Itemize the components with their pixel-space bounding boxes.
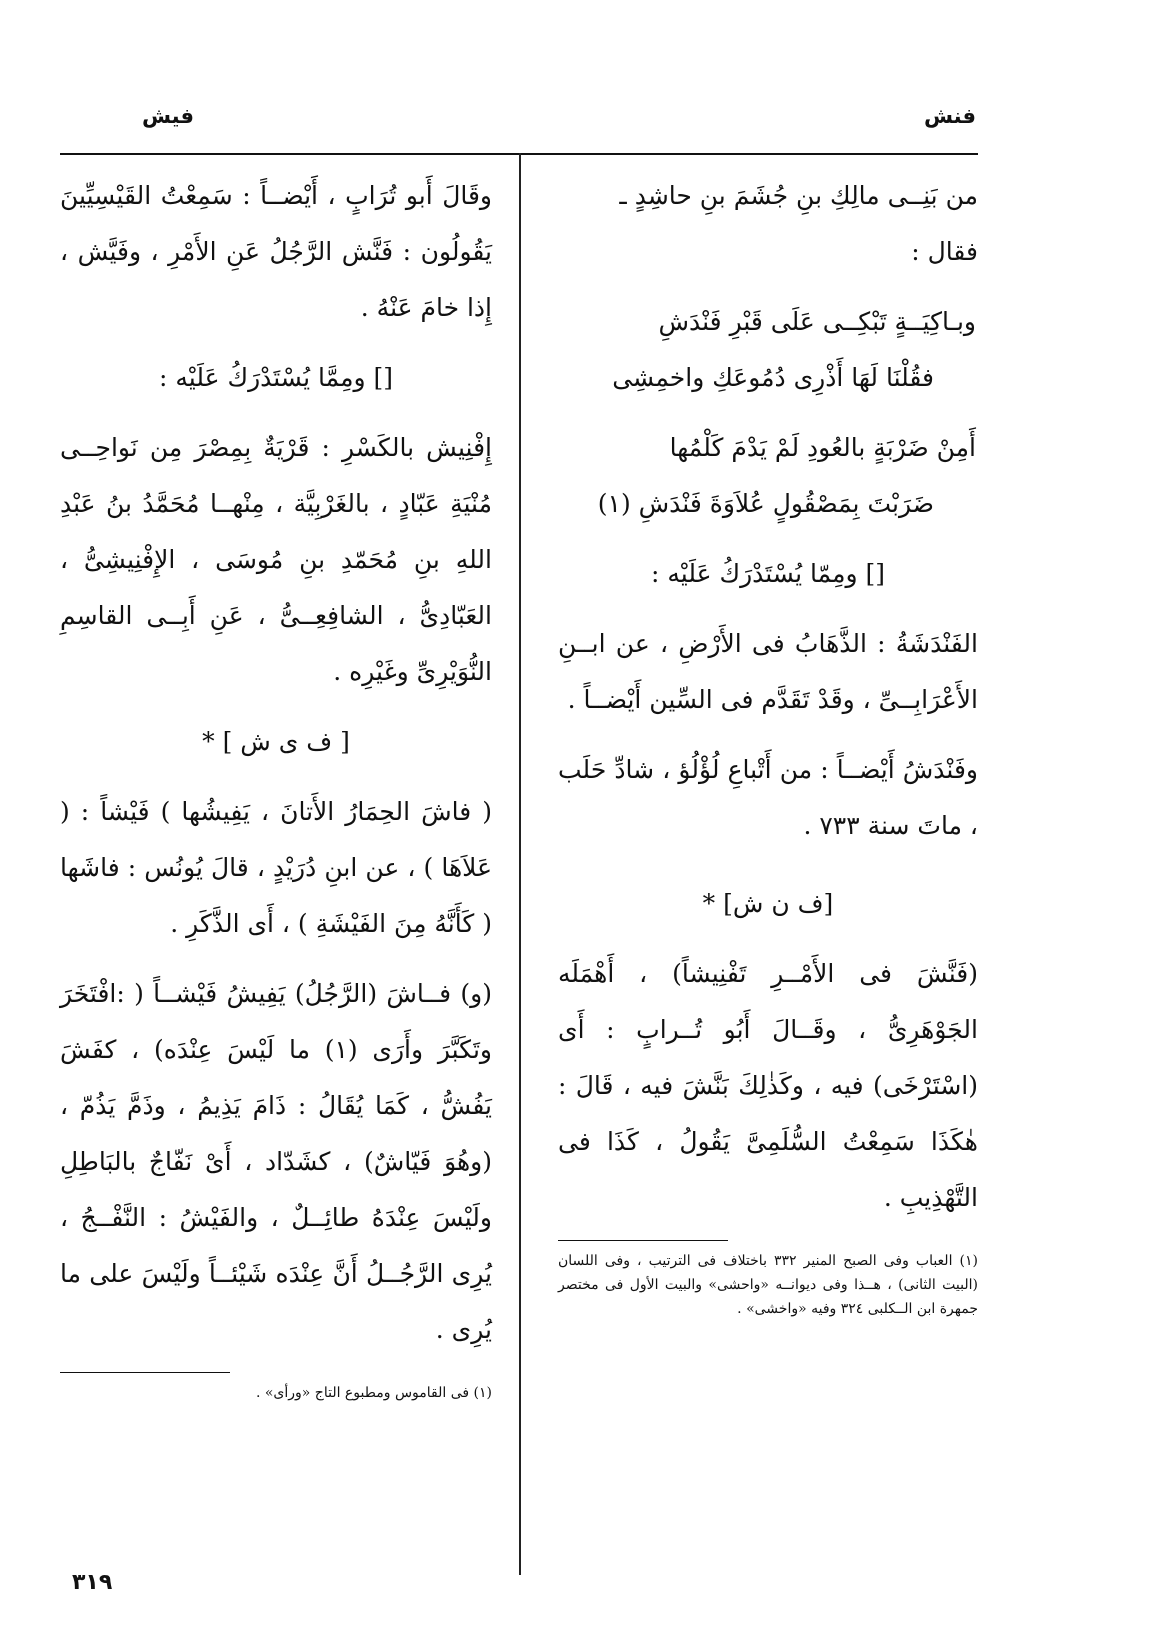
fandasha-paragraph: الفَنْدَشَةُ : الذَّهَابُ فى الأَرْضِ ، عن ابــنِ الأَعْرَابِــىِّ ، وقَدْ تَقَدَّم فى السِّين أَيْضــاً . — [558, 629, 978, 714]
abu-turab-paragraph: وقَالَ أَبو تُرَابٍ ، أَيْضــاً : سَمِعْتُ القَيْسِيِّينَ يَقُولُون : فَنَّش الرَّجُلُ عَنِ الأَمْرِ ، وفَيَّش ، إِذا خامَ عَنْهُ . — [60, 181, 492, 322]
right-column — [558, 168, 978, 1321]
column-divider — [519, 153, 521, 1575]
fasha-rajul-paragraph: (و) فــاشَ (الرَّجُلُ) يَفِيشُ فَيْشــاً ( :افْتَخَرَ وتَكَبَّرَ وأَرَى (١) ما لَيْسَ عِنْدَه) ، كفَشَ يَفُشُّ ، كَمَا يُقَالُ : ذَامَ يَذِيمُ ، وذَمَّ يَذُمّ ، (وهُوَ فَيّاشٌ) ، كشَدّاد ، أَىْ نَفّاجٌ بالبَاطِلِ ولَيْسَ عِنْدَهُ طائِــلٌ ، والفَيْشُ : النَّفْــجُ ، يُرِى الرَّجُــلُ أَنَّ عِنْدَه شَيْئــاً ولَيْسَ على ما يُرِى . — [60, 979, 492, 1344]
intro-line-1: من بَنِــى مالِكِ بنِ جُشَمَ بنِ حاشِدٍ ـ — [619, 181, 978, 210]
section-heading-fysh: [ ف ى ش ] * — [202, 727, 350, 756]
verse1-line2: فقُلْنَا لَهَا أَذْرِى دُمُوعَكِ واخمِشِى — [612, 363, 934, 392]
verse2-line1: أَمِنْ ضَرْبَةٍ بالعُودِ لَمْ يَدْمَ كَلْمُها — [669, 433, 976, 462]
mustadrak-heading-left: [] ومِمَّا يُسْتَدْرَكُ عَلَيْه : — [159, 363, 393, 392]
running-head-left: فيش — [141, 104, 194, 128]
page-number: ٣١٩ — [72, 1570, 113, 1595]
verse1-line1: وبـاكِيَــةٍ تَبْكِــى عَلَى قَبْرِ فَنْدَشِ — [658, 307, 976, 336]
footnote-rule — [558, 1240, 728, 1241]
intro-line-2: فقال : — [911, 237, 978, 266]
footnote-right: (١) العباب وفى الصبح المنير ٣٣٢ باختلاف فى الترتيب ، وفى اللسان (البيت الثانى) ، هــذا وفى ديوانــه «واحشى» والبيت الأول فى مختصر جمهرة ابن الــكلبى ٣٢٤ وفيه «واخشى» . — [558, 1253, 978, 1317]
running-head-right: فنش — [923, 104, 976, 128]
footnote-left: (١) فى القاموس ومطبوع التاج «ورأى» . — [255, 1385, 492, 1401]
ifnish-paragraph: إِفْنِيش بالكَسْرِ : قَرْيَةٌ بِمِصْرَ مِن نَواحِــى مُنْيَةِ عَبّادٍ ، بالغَرْبِيَّة ، مِنْهــا مُحَمَّدُ بنُ عَبْدِ اللهِ بنِ مُحَمّدِ بنِ مُوسَى ، الإِفْنِيشِىُّ ، العَبّادِىُّ ، الشافِعِــىُّ ، عَنِ أَبِــى القاسِمِ النُّوَيْرِىِّ وغَيْرِه . — [60, 433, 492, 686]
verse2-line2: ضَرَبْتَ بِمَصْقُولٍ عُلاَوَةَ فَنْدَشِ (١) — [597, 489, 934, 518]
fandash-paragraph: وفَنْدَشُ أَيْضــاً : من أَتْباعِ لُؤْلُؤ ، شادِّ حَلَب ، ماتَ سنة ٧٣٣ . — [558, 755, 978, 840]
fannasha-paragraph: (فَنَّشَ فى الأَمْــرِ تَفْنِيشاً) ، أَهْمَلَه الجَوْهَرِىُّ ، وقَــالَ أَبُو تُــرابٍ : أَى (اسْتَرْخَى) فيه ، وكَذٰلِكَ بَنَّشَ فيه ، قَالَ : هٰكَذَا سَمِعْتُ السُّلَمِىَّ يَقُولُ ، كَذَا فى التَّهْذِيبِ . — [558, 959, 978, 1212]
section-heading-fnsh: [ف ن ش] * — [702, 889, 834, 918]
mustadrak-heading: [] ومِمّا يُسْتَدْرَكُ عَلَيْه : — [651, 559, 885, 588]
left-column — [60, 168, 492, 1405]
fasha-paragraph: ( فاشَ الحِمَارُ الأَتانَ ، يَفِيشُها ) فَيْشاً : ( عَلاَهَا ) ، عن ابنِ دُرَيْدٍ ، قالَ يُونُس : فاشَها ( كَأَنَّهُ مِنَ الفَيْشَةِ ) ، أَى الذَّكَرِ . — [60, 797, 492, 938]
footnote-rule-left — [60, 1372, 230, 1373]
